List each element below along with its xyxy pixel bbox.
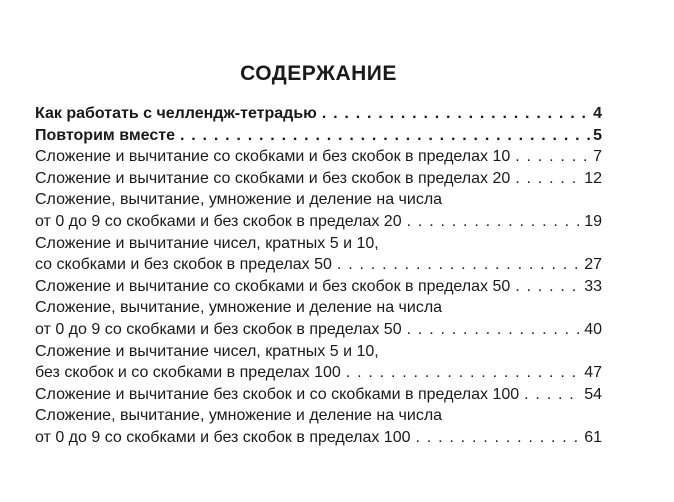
- page-number: 33: [584, 277, 602, 295]
- toc-entry-title-continued: без скобок и со скобками в пределах 100: [35, 364, 341, 382]
- toc-entry-title: Как работать с челлендж-тетрадью: [35, 105, 317, 122]
- toc-entry-title-continued: от 0 до 9 со скобками и без скобок в пределах 100: [35, 428, 411, 446]
- toc-entry-title: Сложение и вычитание со скобками и без скобок в пределах 10: [35, 148, 511, 166]
- dot-leader: [337, 254, 581, 276]
- toc-entry-title-continued: со скобками и без скобок в пределах 50: [35, 256, 332, 274]
- dot-leader: [515, 168, 581, 190]
- dot-leader: [524, 384, 581, 406]
- page-number: 40: [584, 320, 602, 338]
- table-of-contents: [35, 103, 602, 449]
- dot-leader: [407, 211, 582, 233]
- toc-entry: [35, 405, 602, 448]
- toc-entry-title: Повторим вместе: [35, 126, 175, 144]
- page-number: 27: [584, 256, 602, 274]
- toc-entry-title: Сложение, вычитание, умножение и деление на числа: [35, 407, 443, 425]
- page-number: 61: [584, 428, 602, 446]
- toc-entry: [35, 297, 602, 340]
- toc-entry-title: Сложение, вычитание, умножение и деление на числа: [35, 191, 443, 209]
- page-number: 54: [584, 385, 602, 403]
- toc-entry-title: Сложение и вычитание без скобок и со скобками в пределах 100: [35, 385, 520, 403]
- toc-entry: [35, 276, 602, 298]
- dot-leader: [322, 103, 590, 125]
- dot-leader: [407, 319, 582, 341]
- toc-entry: [35, 233, 602, 276]
- toc-entry: [35, 146, 602, 168]
- dot-leader: [180, 125, 590, 147]
- toc-entry-title-continued: от 0 до 9 со скобками и без скобок в пределах 50: [35, 320, 402, 338]
- toc-entry: [35, 384, 602, 406]
- page-number: 47: [584, 364, 602, 382]
- page-number: 5: [593, 126, 602, 144]
- toc-entry-title: Сложение и вычитание чисел, кратных 5 и 10,: [35, 342, 379, 360]
- toc-entry: [35, 125, 602, 147]
- toc-entry-title-continued: от 0 до 9 со скобками и без скобок в пределах 20: [35, 212, 402, 230]
- toc-entry: [35, 103, 602, 125]
- page-number: 4: [593, 105, 602, 122]
- dot-leader: [515, 276, 581, 298]
- toc-entry-title: Сложение и вычитание чисел, кратных 5 и 10,: [35, 234, 379, 252]
- toc-entry: [35, 189, 602, 232]
- page-number: 7: [593, 148, 602, 166]
- page-title: СОДЕРЖАНИЕ: [240, 62, 397, 85]
- dot-leader: [515, 146, 590, 168]
- toc-entry: [35, 341, 602, 384]
- dot-leader: [346, 362, 581, 384]
- toc-entry-title: Сложение, вычитание, умножение и деление на числа: [35, 299, 443, 317]
- page-number: 19: [584, 212, 602, 230]
- dot-leader: [416, 427, 582, 449]
- toc-entry-title: Сложение и вычитание со скобками и без скобок в пределах 20: [35, 169, 511, 187]
- toc-entry: [35, 168, 602, 190]
- page-number: 12: [584, 169, 602, 187]
- toc-entry-title: Сложение и вычитание со скобками и без скобок в пределах 50: [35, 277, 511, 295]
